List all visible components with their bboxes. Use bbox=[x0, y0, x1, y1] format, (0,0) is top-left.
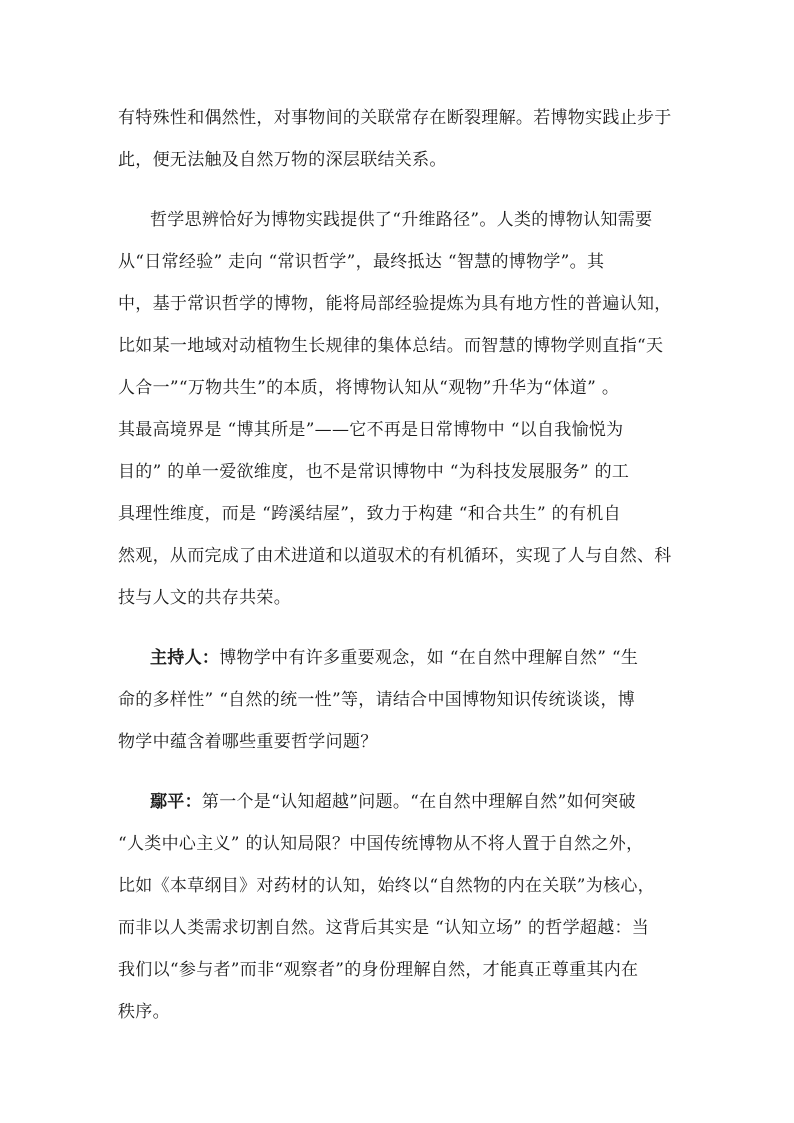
host-question-line-1 bbox=[150, 648, 638, 668]
paragraph-2-line-9: 然观，从而完成了由术进道和以道驭术的有机循环，实现了人与自然、科 bbox=[118, 546, 672, 566]
paragraph-2-line-3: 中，基于常识哲学的博物，能将局部经验提炼为具有地方性的普遍认知， bbox=[118, 294, 672, 314]
answer-line-3: 比如《本草纲目》对药材的认知，始终以“自然物的内在关联”为核心， bbox=[118, 876, 655, 896]
paragraph-2-line-7: 目的” 的单一爱欲维度，也不是常识博物中 “为科技发展服务” 的工 bbox=[118, 462, 630, 482]
paragraph-2-line-6: 其最高境界是 “博其所是”——它不再是日常博物中 “以自我愉悦为 bbox=[118, 420, 624, 440]
answer-line-4: 而非以人类需求切割自然。这背后其实是 “认知立场” 的哲学超越：当 bbox=[118, 918, 650, 938]
paragraph-2-line-10: 技与人文的共存共荣。 bbox=[118, 588, 291, 608]
paragraph-2-line-8: 具理性维度，而是 “跨溪结屋”，致力于构建 “和合共生” 的有机自 bbox=[118, 504, 621, 524]
paragraph-2-line-1: 哲学思辨恰好为博物实践提供了“升维路径”。人类的博物认知需要 bbox=[150, 210, 653, 230]
answer-text-1: 第一个是“认知超越”问题。“在自然中理解自然”如何突破 bbox=[201, 792, 636, 812]
answer-line-5: 我们以“参与者”而非“观察者”的身份理解自然，才能真正尊重其内在 bbox=[118, 960, 639, 980]
host-question-text-1: 博物学中有许多重要观念，如 “在自然中理解自然” “生 bbox=[219, 648, 639, 668]
speaker-host: 主持人： bbox=[150, 648, 220, 668]
paragraph-1-line-1: 有特殊性和偶然性，对事物间的关联常存在断裂理解。若博物实践止步于 bbox=[118, 108, 672, 128]
paragraph-1-line-2: 此，便无法触及自然万物的深层联结关系。 bbox=[118, 150, 447, 170]
answer-line-2: “人类中心主义” 的认知局限？中国传统博物从不将人置于自然之外， bbox=[118, 834, 644, 854]
answer-line-1 bbox=[150, 792, 636, 812]
host-question-line-2: 命的多样性” “自然的统一性”等，请结合中国博物知识传统谈谈，博 bbox=[118, 690, 636, 710]
paragraph-2-line-5: 人合一”“万物共生”的本质，将博物认知从“观物”升华为“体道” 。 bbox=[118, 378, 620, 398]
speaker-yan-ping: 鄢平： bbox=[150, 792, 202, 812]
host-question-line-3: 物学中蕴含着哪些重要哲学问题？ bbox=[118, 732, 378, 752]
paragraph-2-line-4: 比如某一地域对动植物生长规律的集体总结。而智慧的博物学则直指“天 bbox=[118, 336, 664, 356]
paragraph-2-line-2: 从“日常经验” 走向 “常识哲学”，最终抵达 “智慧的博物学”。其 bbox=[118, 252, 605, 272]
answer-line-6: 秩序。 bbox=[118, 1002, 170, 1022]
